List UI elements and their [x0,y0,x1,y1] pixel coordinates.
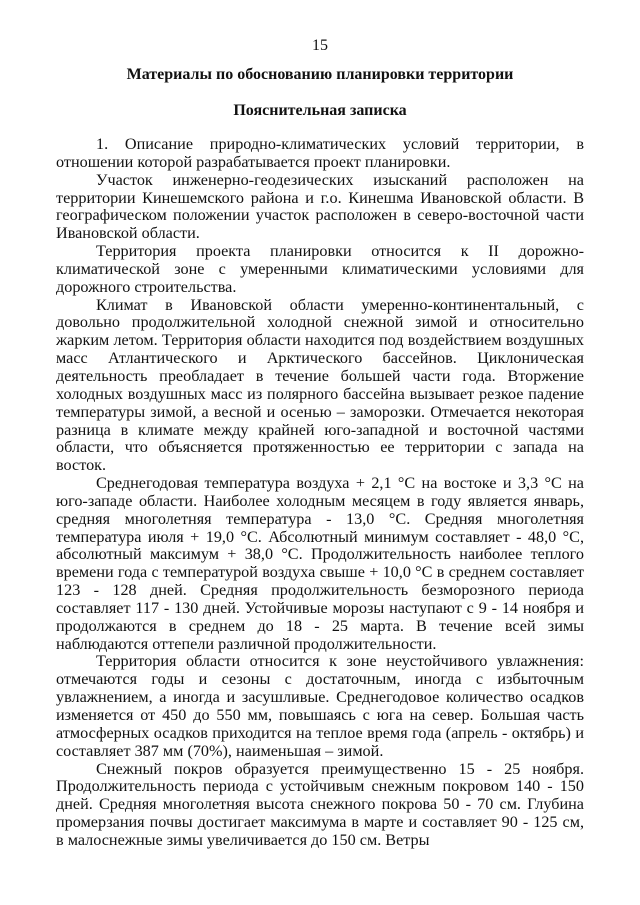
paragraph-description: 1. Описание природно-климатических условий территории, в отношении которой разрабатывается проект планировки. [56,135,584,171]
document-title: Материалы по обоснованию планировки территории [126,66,514,83]
paragraph-temperature: Среднегодовая температура воздуха + 2,1 °С на востоке и 3,3 °С на юго-западе области. Наиболее холодным месяцем в году является январь, средняя многолетняя температура - 13,0 °С. Средняя многолетняя температура июля + 19,0 °С. Абсолютный минимум составляет - 48,0 °С, абсолютный максимум + 38,0 °С. Продолжительность наиболее теплого времени года с температурой воздуха свыше + 10,0 °С в среднем составляет 123 - 128 дней. Средняя продолжительность безморозного периода составляет 117 - 130 дней. Устойчивые морозы наступают с 9 - 14 ноября и продолжаются в среднем до 18 - 25 марта. В течение всей зимы наблюдаются оттепели различной продолжительности. [56,474,584,653]
paragraph-climate: Климат в Ивановской области умеренно-континентальный, с довольно продолжительной холодной снежной зимой и относительно жарким летом. Территория области находится под воздействием воздушных масс Атлантического и Арктического бассейнов. Циклоническая деятельность преобладает в течение большей части года. Вторжение холодных воздушных масс из полярного бассейна вызывает резкое падение температуры зимой, а весной и осенью – заморозки. Отмечается некоторая разница в климате между крайней юго-западной и восточной частями области, что объясняется протяженностью ее территории с запада на восток. [56,295,584,475]
paragraph-site-location: Участок инженерно-геодезических изысканий расположен на территории Кинешемского района и г.о. Кинешма Ивановской области. В географическом положении участок расположен в северо-восточной части Ивановской области. [56,170,584,243]
document-body [56,136,584,850]
document-subtitle: Пояснительная записка [233,102,407,119]
paragraph-climate-zone: Территория проекта планировки относится к II дорожно-климатической зоне с умеренными климатическими условиями для дорожного строительства. [56,242,584,296]
paragraph-snow-cover: Снежный покров образуется преимущественно 15 - 25 ноября. Продолжительность периода с устойчивым снежным покровом 140 - 150 дней. Средняя многолетняя высота снежного покрова 50 - 70 см. Глубина промерзания почвы достигает максимума в марте и составляет 90 - 125 см, в малоснежные зимы увеличивается до 150 см. Ветры [56,759,584,849]
page-number: 15 [312,37,328,54]
paragraph-precipitation: Территория области относится к зоне неустойчивого увлажнения: отмечаются годы и сезоны с достаточным, иногда с избыточным увлажнением, а иногда и засушливые. Среднегодовое количество осадков изменяется от 450 до 550 мм, повышаясь с юга на север. Большая часть атмосферных осадков приходится на теплое время года (апрель - октябрь) и составляет 387 мм (70%), наименьшая – зимой. [56,652,584,760]
